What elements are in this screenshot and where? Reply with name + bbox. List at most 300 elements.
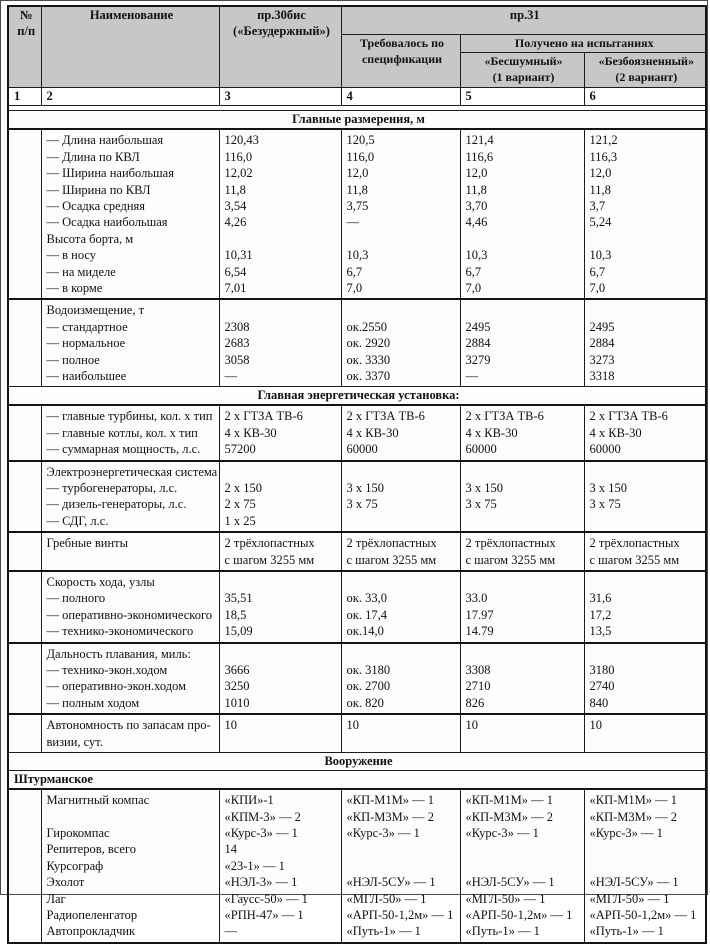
- value-cell: [584, 405, 706, 460]
- value-line: —: [465, 368, 478, 383]
- value-line: 2 трёхлопастных: [346, 536, 437, 551]
- col-header-variant1-line1: «Бесшумный»: [484, 53, 563, 68]
- spec-table-head: [8, 6, 706, 106]
- value-line: [347, 302, 458, 318]
- value-line: 2884: [465, 336, 491, 351]
- value-cell: [460, 643, 584, 715]
- row-number-cell: [8, 129, 41, 299]
- row-label-line: — полного: [46, 591, 106, 606]
- value-line: ок. 3330: [346, 352, 391, 367]
- row-label-line: Водоизмещение, т: [46, 303, 145, 318]
- column-number-5: 5: [460, 88, 584, 106]
- value-line: [590, 646, 704, 662]
- value-line: «КП-М1М» — 1: [589, 793, 678, 808]
- value-line: ок. 17,4: [346, 607, 387, 622]
- value-line: 12,02: [224, 166, 253, 181]
- value-line: [590, 302, 704, 318]
- value-line: [347, 858, 458, 874]
- column-number-1: 1: [8, 88, 41, 106]
- col-header-pr30-line2: («Безудержный»): [233, 24, 330, 39]
- value-line: 3 х 150: [465, 481, 503, 495]
- value-line: [466, 646, 582, 662]
- value-line: 4 х КВ-30: [465, 425, 518, 440]
- value-line: 6,7: [465, 264, 482, 279]
- value-line: ок.14,0: [346, 624, 384, 639]
- value-cell: [460, 129, 584, 299]
- section-title: Главная энергетическая установка:: [8, 387, 706, 406]
- value-line: 3058: [224, 352, 250, 367]
- value-line: «КП-М3М» — 2: [589, 809, 678, 824]
- value-line: 2308: [224, 319, 250, 334]
- row-label-cell: [41, 714, 219, 752]
- value-line: «НЭЛ-5СУ» — 1: [589, 875, 679, 890]
- row-label-line: [47, 552, 217, 568]
- value-line: 3308: [465, 663, 491, 678]
- value-line: [347, 231, 458, 247]
- column-number-row: [8, 88, 706, 106]
- value-line: [347, 841, 458, 857]
- row-label-line: Гирокомпас: [46, 825, 110, 840]
- value-line: ок. 33,0: [346, 591, 387, 606]
- row-label-line: — главные котлы, кол. х тип: [46, 425, 198, 440]
- value-cell: [584, 299, 706, 387]
- row-label-line: — на миделе: [46, 264, 116, 279]
- value-line: 10: [589, 718, 602, 733]
- value-line: с шагом 3255 мм: [346, 552, 437, 567]
- value-cell: [341, 571, 460, 643]
- value-line: ок. 3180: [346, 663, 391, 678]
- value-line: 1 х 25: [224, 513, 256, 528]
- value-cell: [460, 461, 584, 533]
- value-line: 3,70: [465, 198, 488, 213]
- value-line: 18,5: [224, 607, 247, 622]
- row-label-cell: [41, 129, 219, 299]
- row-label-line: Радиопеленгатор: [46, 907, 138, 922]
- row-label-line: — технико-экономического: [46, 624, 194, 639]
- value-line: 3,75: [346, 198, 369, 213]
- value-line: [347, 513, 458, 529]
- data-block-row: [8, 532, 706, 571]
- data-block-row: [8, 789, 706, 943]
- value-line: «23-1» — 1: [224, 858, 285, 873]
- section-row: [8, 387, 706, 406]
- value-line: 121,4: [465, 133, 494, 148]
- value-line: 2 х 150: [224, 481, 262, 495]
- value-cell: [584, 714, 706, 752]
- value-line: 2 х ГТЗА ТВ-6: [224, 409, 303, 424]
- value-line: 2884: [589, 336, 615, 351]
- value-line: 116,3: [589, 149, 618, 164]
- value-line: 826: [465, 695, 485, 710]
- value-cell: [219, 714, 341, 752]
- value-line: «Курс-3» — 1: [346, 825, 420, 840]
- row-number-cell: [8, 299, 41, 387]
- header-row-1: [8, 6, 706, 34]
- section-row: [8, 771, 706, 790]
- value-line: [347, 574, 458, 590]
- value-line: [225, 302, 339, 318]
- row-number-cell: [8, 714, 41, 752]
- value-line: ок. 2700: [346, 679, 391, 694]
- value-line: 3180: [589, 663, 615, 678]
- row-label-line: Курсограф: [46, 858, 104, 873]
- value-line: ок. 820: [346, 695, 384, 710]
- section-title: Вооружение: [8, 753, 706, 771]
- value-line: 3 х 75: [465, 497, 497, 512]
- row-label-line: Автономность по запасам про-: [46, 718, 211, 733]
- col-header-required: [341, 34, 460, 88]
- row-label-line: — оперативно-экон.ходом: [46, 679, 187, 694]
- value-line: [225, 231, 339, 247]
- value-line: [590, 231, 704, 247]
- column-number-4: 4: [341, 88, 460, 106]
- row-label-line: — Ширина наибольшая: [46, 166, 174, 181]
- value-line: «АРП-50-1,2м» — 1: [589, 907, 697, 922]
- value-cell: [341, 789, 460, 943]
- col-header-variant2-line1: «Безбоязненный»: [598, 53, 694, 68]
- row-label-cell: [41, 789, 219, 943]
- value-line: ок.2550: [346, 319, 387, 334]
- value-line: «АРП-50-1,2м» — 1: [346, 907, 454, 922]
- value-line: 3250: [224, 679, 250, 694]
- value-line: [347, 464, 458, 480]
- value-line: 10,3: [465, 248, 488, 263]
- value-line: 6,7: [589, 264, 606, 279]
- value-line: 11,8: [465, 182, 487, 197]
- row-label-line: — СДГ, л.с.: [46, 513, 109, 528]
- col-header-number: [8, 6, 41, 88]
- row-label-line: Эхолот: [46, 875, 85, 890]
- data-block-row: [8, 714, 706, 752]
- value-line: 2495: [589, 319, 615, 334]
- value-line: [590, 858, 704, 874]
- value-line: 10: [224, 718, 237, 733]
- value-line: «МГЛ-50» — 1: [346, 891, 427, 906]
- row-label-line: — дизель-генераторы, л.с.: [46, 497, 187, 512]
- value-line: 10: [465, 718, 478, 733]
- value-line: 2740: [589, 679, 615, 694]
- col-header-pr30-line1: пр.30бис: [257, 8, 306, 22]
- value-line: 6,54: [224, 264, 247, 279]
- col-header-number-line2: п/п: [17, 24, 36, 39]
- value-line: 60000: [589, 442, 621, 457]
- data-block-row: [8, 299, 706, 387]
- value-cell: [460, 571, 584, 643]
- section-row: [8, 753, 706, 771]
- value-line: 7,0: [465, 280, 482, 295]
- value-line: 2495: [465, 319, 491, 334]
- value-line: «Курс-3» — 1: [224, 825, 298, 840]
- value-line: 12,0: [346, 166, 369, 181]
- value-line: «Путь-1» — 1: [346, 924, 421, 939]
- col-header-number-line1: №: [19, 8, 33, 22]
- row-label-line: Репитеров, всего: [46, 842, 137, 857]
- section-title: Штурманское: [8, 771, 706, 790]
- value-line: ок. 2920: [346, 336, 391, 351]
- value-line: 10,3: [346, 248, 369, 263]
- col-header-variant2-line2: (2 вариант): [615, 69, 678, 84]
- spec-table: [7, 5, 707, 944]
- value-line: 840: [589, 695, 609, 710]
- row-label-line: — оперативно-экономического: [46, 607, 213, 622]
- row-label-cell: [41, 643, 219, 715]
- value-line: [590, 734, 704, 750]
- value-line: 12,0: [589, 166, 612, 181]
- row-label-line: — полным ходом: [46, 695, 140, 710]
- value-line: «Путь-1» — 1: [465, 924, 540, 939]
- value-line: [466, 231, 582, 247]
- value-line: [347, 734, 458, 750]
- value-line: «МГЛ-50» — 1: [589, 891, 670, 906]
- value-line: 3318: [589, 368, 615, 383]
- value-line: 14: [224, 842, 237, 857]
- value-line: 15,09: [224, 624, 253, 639]
- row-label-line: Автопрокладчик: [46, 924, 136, 939]
- value-line: 116,0: [224, 149, 253, 164]
- row-label-line: — наибольшее: [46, 368, 127, 383]
- data-block-row: [8, 461, 706, 533]
- value-cell: [341, 461, 460, 533]
- value-cell: [219, 405, 341, 460]
- value-line: 17,2: [589, 607, 612, 622]
- value-line: 2 х ГТЗА ТВ-6: [465, 409, 544, 424]
- value-line: 3666: [224, 663, 250, 678]
- value-line: [466, 858, 582, 874]
- value-line: [466, 841, 582, 857]
- value-line: «Путь-1» — 1: [589, 924, 664, 939]
- value-cell: [219, 789, 341, 943]
- column-number-3: 3: [219, 88, 341, 106]
- value-line: 2710: [465, 679, 491, 694]
- value-line: 3 х 150: [346, 481, 384, 495]
- row-label-line: Дальность плавания, миль:: [46, 646, 191, 661]
- value-line: ок. 3370: [346, 368, 391, 383]
- row-label-line: — стандартное: [46, 319, 128, 334]
- value-line: 2 трёхлопастных: [589, 536, 680, 551]
- value-line: [466, 513, 582, 529]
- value-line: 7,0: [589, 280, 606, 295]
- row-label-cell: [41, 532, 219, 571]
- data-block-row: [8, 643, 706, 715]
- column-number-2: 2: [41, 88, 219, 106]
- row-label-line: Высота борта, м: [46, 231, 134, 246]
- row-label-line: Лаг: [46, 891, 66, 906]
- value-line: 1010: [224, 695, 250, 710]
- value-line: 11,8: [589, 182, 611, 197]
- row-label-line: — Осадка наибольшая: [46, 215, 168, 230]
- row-number-cell: [8, 532, 41, 571]
- value-line: «КП-М3М» — 2: [465, 809, 554, 824]
- value-cell: [219, 571, 341, 643]
- value-line: —: [224, 924, 237, 939]
- value-line: 3 х 75: [589, 497, 621, 512]
- value-line: [225, 574, 339, 590]
- data-block-row: [8, 405, 706, 460]
- row-number-cell: [8, 461, 41, 533]
- value-line: «КПИ»-1: [224, 793, 274, 808]
- row-label-line: — Осадка средняя: [46, 198, 146, 213]
- value-cell: [584, 129, 706, 299]
- section-title: Главные размерения, м: [8, 111, 706, 130]
- value-line: 2 трёхлопастных: [224, 536, 315, 551]
- row-number-cell: [8, 789, 41, 943]
- value-line: 10,3: [589, 248, 612, 263]
- value-line: 10,31: [224, 248, 253, 263]
- value-cell: [460, 714, 584, 752]
- row-label-line: — полное: [46, 352, 100, 367]
- value-line: 4 х КВ-30: [589, 425, 642, 440]
- value-line: с шагом 3255 мм: [589, 552, 680, 567]
- row-label-cell: [41, 571, 219, 643]
- row-label-cell: [41, 405, 219, 460]
- value-line: 2683: [224, 336, 250, 351]
- value-line: «РПН-47» — 1: [224, 907, 304, 922]
- value-line: 11,8: [346, 182, 368, 197]
- value-cell: [460, 405, 584, 460]
- column-number-6: 6: [584, 88, 706, 106]
- value-line: 3 х 150: [589, 481, 627, 495]
- col-header-required-line2: спецификации: [361, 51, 443, 66]
- value-line: «Курс-3» — 1: [465, 825, 539, 840]
- value-cell: [341, 405, 460, 460]
- value-line: 2 трёхлопастных: [465, 536, 556, 551]
- value-line: 121,2: [589, 133, 618, 148]
- row-label-line: Скорость хода, узлы: [46, 575, 155, 590]
- value-cell: [460, 532, 584, 571]
- value-line: 17.97: [465, 607, 494, 622]
- value-line: [225, 464, 339, 480]
- value-line: 35,51: [224, 591, 253, 606]
- spec-table-body: [8, 106, 706, 943]
- row-label-line: Гребные винты: [46, 536, 129, 551]
- row-label-line: [47, 809, 217, 825]
- value-line: 120,43: [224, 133, 259, 148]
- value-line: [225, 646, 339, 662]
- value-line: «КП-М1М» — 1: [465, 793, 554, 808]
- value-cell: [219, 299, 341, 387]
- value-line: «КПМ-3» — 2: [224, 809, 301, 824]
- row-label-line: — технико-экон.ходом: [46, 663, 168, 678]
- row-number-cell: [8, 405, 41, 460]
- value-line: 4 х КВ-30: [346, 425, 399, 440]
- value-line: [466, 734, 582, 750]
- row-label-line: визии, сут.: [46, 734, 103, 749]
- col-header-variant1-line2: (1 вариант): [492, 69, 555, 84]
- value-line: [466, 302, 582, 318]
- value-line: 31,6: [589, 591, 612, 606]
- value-cell: [341, 643, 460, 715]
- col-header-pr30: [219, 6, 341, 88]
- value-line: 60000: [465, 442, 497, 457]
- data-block-row: [8, 571, 706, 643]
- value-line: 3,54: [224, 198, 247, 213]
- value-line: 14.79: [465, 624, 494, 639]
- value-line: 12,0: [465, 166, 488, 181]
- value-line: 116,0: [346, 149, 375, 164]
- row-label-line: Электроэнергетическая система: [46, 464, 218, 479]
- value-line: [466, 464, 582, 480]
- row-label-cell: [41, 299, 219, 387]
- value-line: [225, 734, 339, 750]
- value-line: «АРП-50-1,2м» — 1: [465, 907, 573, 922]
- value-line: 4 х КВ-30: [224, 425, 277, 440]
- value-cell: [219, 532, 341, 571]
- value-line: 7,01: [224, 280, 247, 295]
- value-line: 2 х 75: [224, 497, 256, 512]
- row-number-cell: [8, 571, 41, 643]
- value-cell: [341, 129, 460, 299]
- row-label-line: — турбогенераторы, л.с.: [46, 481, 178, 495]
- value-line: 33.0: [465, 591, 488, 606]
- value-cell: [460, 789, 584, 943]
- value-line: —: [346, 215, 359, 230]
- value-line: 7,0: [346, 280, 363, 295]
- value-line: 4,46: [465, 215, 488, 230]
- value-line: 5,24: [589, 215, 612, 230]
- value-cell: [460, 299, 584, 387]
- value-line: [347, 646, 458, 662]
- value-line: «НЭЛ-5СУ» — 1: [465, 875, 555, 890]
- data-block-row: [8, 129, 706, 299]
- value-line: с шагом 3255 мм: [224, 552, 315, 567]
- value-line: [590, 513, 704, 529]
- value-line: 13,5: [589, 624, 612, 639]
- value-cell: [219, 461, 341, 533]
- value-cell: [584, 643, 706, 715]
- value-line: «Гаусс-50» — 1: [224, 891, 308, 906]
- value-line: «НЭЛ-3» — 1: [224, 875, 298, 890]
- value-line: 3,7: [589, 198, 606, 213]
- row-label-line: — Ширина по КВЛ: [46, 182, 151, 197]
- value-line: 4,26: [224, 215, 247, 230]
- value-cell: [584, 532, 706, 571]
- value-cell: [219, 643, 341, 715]
- col-header-pr31: пр.31: [341, 6, 706, 34]
- value-cell: [341, 532, 460, 571]
- col-header-required-line1: Требовалось по: [360, 35, 444, 50]
- value-line: 57200: [224, 442, 256, 457]
- value-line: [590, 841, 704, 857]
- value-cell: [341, 299, 460, 387]
- row-label-line: — главные турбины, кол. х тип: [46, 409, 213, 424]
- value-cell: [584, 571, 706, 643]
- value-line: [466, 574, 582, 590]
- value-line: 6,7: [346, 264, 363, 279]
- col-header-variant2: [584, 52, 706, 88]
- value-line: 11,8: [224, 182, 246, 197]
- col-header-obtained: Получено на испытаниях: [460, 34, 706, 52]
- value-line: 2 х ГТЗА ТВ-6: [346, 409, 425, 424]
- value-cell: [584, 461, 706, 533]
- col-header-variant1: [460, 52, 584, 88]
- value-line: 116,6: [465, 149, 494, 164]
- value-line: 10: [346, 718, 359, 733]
- value-line: 3279: [465, 352, 491, 367]
- value-line: [590, 574, 704, 590]
- row-label-cell: [41, 461, 219, 533]
- section-row: [8, 111, 706, 130]
- value-line: «КП-М1М» — 1: [346, 793, 435, 808]
- value-line: 3273: [589, 352, 615, 367]
- value-cell: [219, 129, 341, 299]
- row-label-line: — Длина наибольшая: [46, 133, 164, 148]
- row-number-cell: [8, 643, 41, 715]
- row-label-line: Магнитный компас: [46, 793, 150, 808]
- value-cell: [341, 714, 460, 752]
- row-label-line: — Длина по КВЛ: [46, 149, 140, 164]
- value-line: 60000: [346, 442, 378, 457]
- value-line: —: [224, 368, 237, 383]
